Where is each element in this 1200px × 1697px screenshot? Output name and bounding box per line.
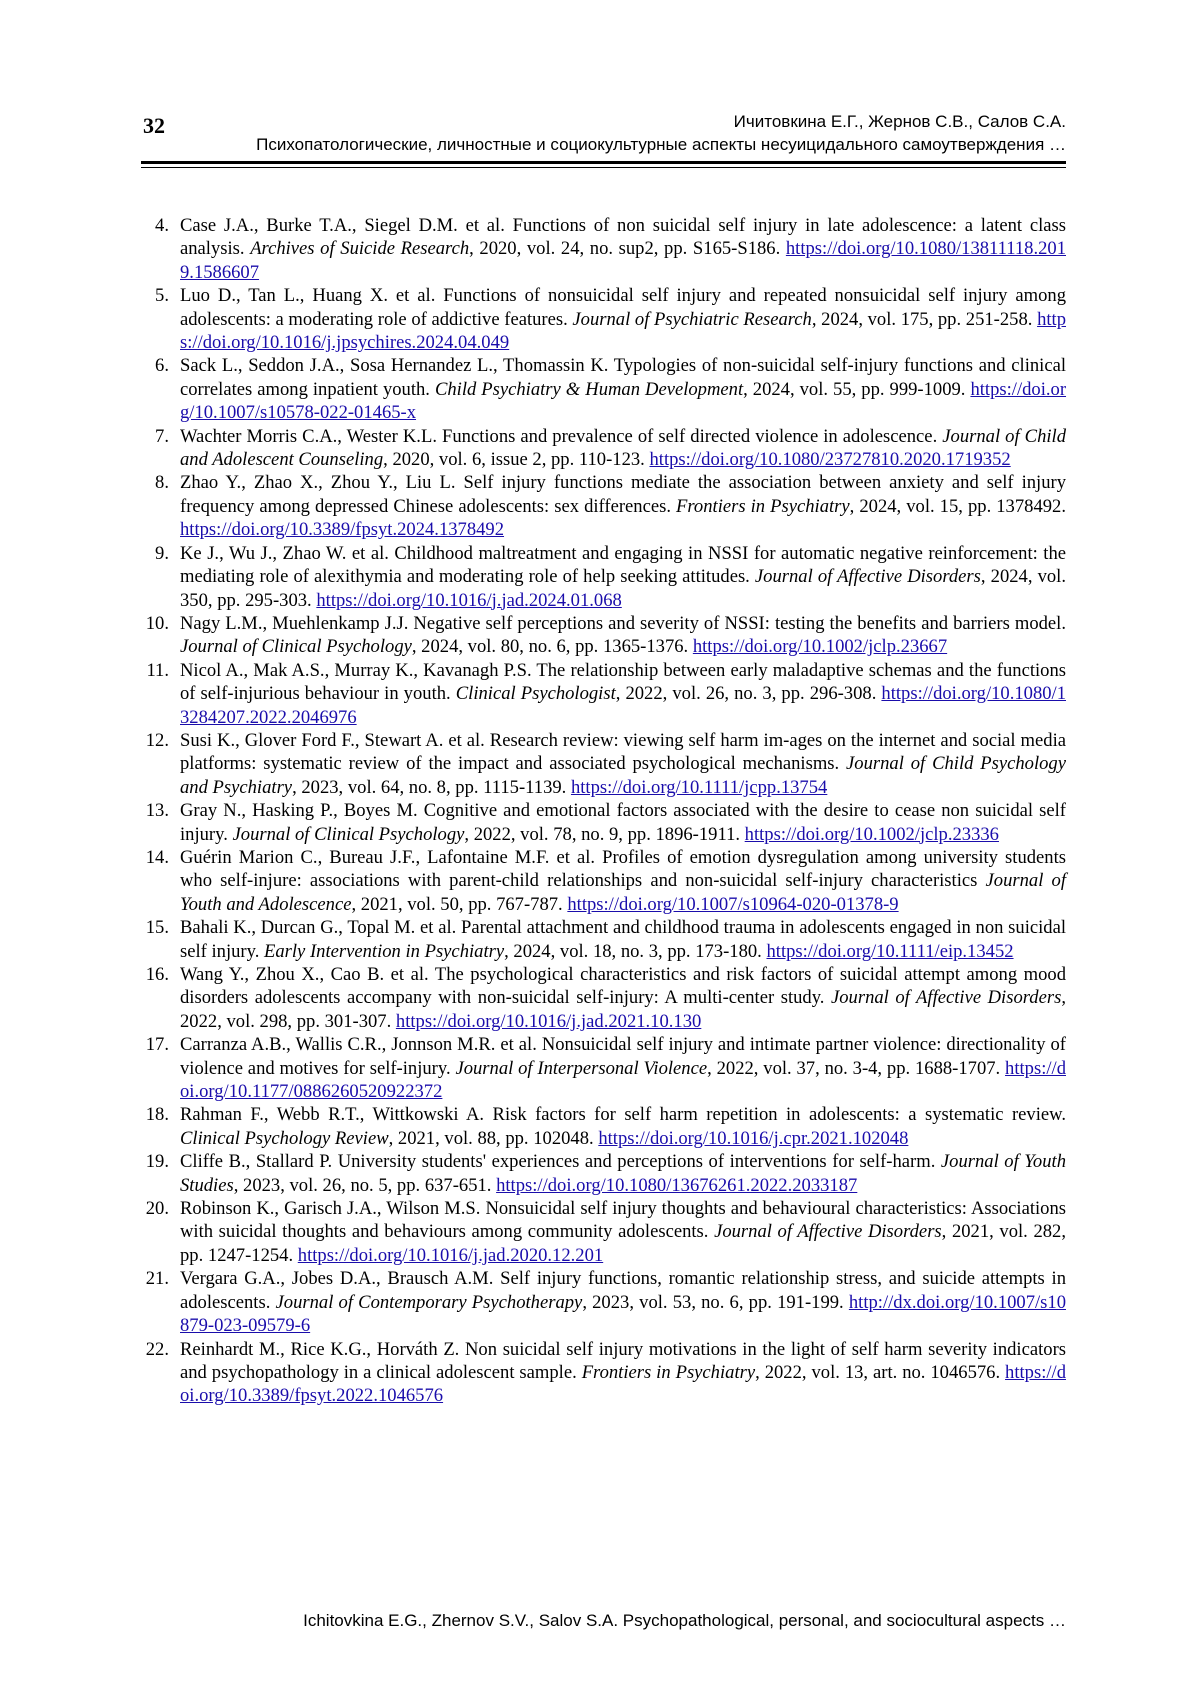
reference-details: , 2022, vol. 37, no. 3-4, pp. 1688-1707. bbox=[707, 1057, 1006, 1079]
reference-text bbox=[180, 542, 1066, 612]
reference-details: , 2024, vol. 18, no. 3, pp. 173-180. bbox=[504, 940, 767, 962]
reference-details: , 2024, vol. 15, pp. 1378492. bbox=[849, 495, 1066, 517]
reference-authors-title: Guérin Marion C., Bureau J.F., Lafontaine M.F. et al. Profiles of emotion dysregulation among university students who self-injure: associations with parent-child relationships and non-suicidal self-injury characteristics bbox=[180, 846, 1066, 892]
reference-journal: Clinical Psychology Review bbox=[180, 1127, 389, 1149]
reference-number: 7. bbox=[155, 425, 169, 447]
reference-item bbox=[141, 214, 1066, 284]
reference-doi-link[interactable]: https://doi.org/10.3389/fpsyt.2022.1046576 bbox=[180, 1361, 1067, 1407]
reference-text bbox=[180, 284, 1066, 354]
reference-authors-title: Susi K., Glover Ford F., Stewart A. et al. Research review: viewing self harm im-ages on the internet and social media platforms: systematic review of the impact and associated psychological mechanisms. bbox=[180, 729, 1066, 775]
reference-journal: Journal of Affective Disorders bbox=[714, 1221, 942, 1243]
reference-journal: Archives of Suicide Research bbox=[250, 238, 470, 260]
reference-text bbox=[180, 1033, 1066, 1103]
reference-item bbox=[141, 1103, 1066, 1150]
running-footer: Ichitovkina E.G., Zhernov S.V., Salov S.A. Psychopathological, personal, and sociocultural aspects … bbox=[303, 1611, 1066, 1630]
reference-journal: Child Psychiatry & Human Development bbox=[434, 378, 744, 400]
reference-doi-link[interactable]: https://doi.org/10.1002/jclp.23336 bbox=[744, 823, 999, 845]
reference-doi-link[interactable]: https://doi.org/10.1016/j.jad.2024.01.068 bbox=[316, 589, 622, 611]
page-number: 32 bbox=[143, 113, 165, 138]
reference-text bbox=[180, 729, 1066, 799]
reference-journal: Journal of Contemporary Psychotherapy bbox=[275, 1291, 583, 1313]
reference-number: 8. bbox=[155, 472, 169, 494]
reference-doi-link[interactable]: https://doi.org/10.1016/j.jpsychires.2024.04.049 bbox=[180, 308, 1066, 354]
reference-text bbox=[180, 354, 1066, 424]
reference-details: , 2024, vol. 350, pp. 295-303. bbox=[180, 566, 1066, 611]
reference-number: 22. bbox=[145, 1338, 169, 1360]
reference-journal: Journal of Youth and Adolescence bbox=[180, 870, 1066, 915]
reference-item bbox=[141, 1267, 1066, 1337]
reference-doi-link[interactable]: https://doi.org/10.1007/s10964-020-01378-9 bbox=[567, 893, 899, 915]
reference-item bbox=[141, 1033, 1066, 1103]
reference-authors-title: Luo D., Tan L., Huang X. et al. Functions of nonsuicidal self injury and repeated nonsuicidal self injury among adolescents: a moderating role of addictive features. bbox=[180, 285, 1066, 330]
reference-number: 21. bbox=[145, 1268, 169, 1290]
reference-details: , 2022, vol. 78, no. 9, pp. 1896-1911. bbox=[464, 823, 745, 845]
reference-authors-title: Ke J., Wu J., Zhao W. et al. Childhood maltreatment and engaging in NSSI for automatic negative reinforcement: the mediating role of alexithymia and moderating role of help seeking attitudes. bbox=[180, 542, 1066, 588]
reference-item bbox=[141, 1150, 1066, 1197]
reference-doi-link[interactable]: https://doi.org/10.1177/0886260520922372 bbox=[180, 1057, 1066, 1103]
reference-text bbox=[180, 612, 1066, 659]
reference-number: 5. bbox=[155, 285, 169, 307]
reference-text bbox=[180, 471, 1066, 541]
reference-item bbox=[141, 846, 1066, 916]
reference-journal: Frontiers in Psychiatry bbox=[676, 495, 850, 517]
reference-authors-title: Rahman F., Webb R.T., Wittkowski A. Risk factors for self harm repetition in adolescents: a systematic review. bbox=[180, 1104, 1066, 1126]
reference-text bbox=[180, 799, 1066, 846]
reference-journal: Journal of Clinical Psychology bbox=[180, 636, 412, 658]
reference-authors-title: Wang Y., Zhou X., Cao B. et al. The psychological characteristics and risk factors of suicidal attempt among mood disorders adolescents accompany with non-suicidal self-injury: A multi-center study. bbox=[180, 964, 1066, 1009]
reference-journal: Journal of Affective Disorders bbox=[754, 566, 981, 588]
running-header-title: Психопатологические, личностные и социокультурные аспекты несуицидального самоутверждения … bbox=[256, 135, 1066, 154]
reference-text bbox=[180, 916, 1066, 963]
reference-number: 11. bbox=[146, 659, 169, 681]
reference-authors-title: Sack L., Seddon J.A., Sosa Hernandez L., Thomassin K. Typologies of non-suicidal self-injury functions and clinical correlates among inpatient youth. bbox=[180, 355, 1066, 400]
reference-authors-title: Cliffe B., Stallard P. University students' experiences and perceptions of interventions for self-harm. bbox=[180, 1151, 941, 1173]
running-header-authors: Ичитовкина Е.Г., Жернов С.В., Салов С.А. bbox=[733, 112, 1066, 131]
reference-doi-link[interactable]: https://doi.org/10.1080/23727810.2020.1719352 bbox=[649, 449, 1011, 471]
reference-number: 18. bbox=[145, 1104, 169, 1126]
reference-number: 10. bbox=[145, 612, 169, 634]
reference-number: 12. bbox=[145, 729, 169, 751]
reference-item bbox=[141, 425, 1066, 472]
reference-item bbox=[141, 542, 1066, 612]
reference-authors-title: Nicol A., Mak A.S., Murray K., Kavanagh P.S. The relationship between early maladaptive schemas and the functions of self-injurious behaviour in youth. bbox=[180, 659, 1066, 705]
reference-item bbox=[141, 284, 1066, 354]
reference-details: , 2024, vol. 80, no. 6, pp. 1365-1376. bbox=[411, 636, 693, 658]
reference-details: , 2020, vol. 6, issue 2, pp. 110-123. bbox=[383, 449, 650, 471]
reference-doi-link[interactable]: https://doi.org/10.1016/j.jad.2021.10.130 bbox=[395, 1010, 702, 1032]
reference-number: 19. bbox=[145, 1151, 169, 1173]
reference-item bbox=[141, 471, 1066, 541]
reference-journal: Early Intervention in Psychiatry bbox=[264, 940, 505, 962]
reference-item bbox=[141, 659, 1066, 729]
reference-details: , 2024, vol. 175, pp. 251-258. bbox=[811, 308, 1038, 330]
reference-doi-link[interactable]: https://doi.org/10.1080/13676261.2022.2033187 bbox=[496, 1174, 858, 1196]
reference-item bbox=[141, 1338, 1066, 1408]
reference-number: 17. bbox=[145, 1034, 169, 1056]
reference-text bbox=[180, 1267, 1066, 1337]
reference-doi-link[interactable]: https://doi.org/10.1002/jclp.23667 bbox=[692, 636, 948, 658]
reference-number: 4. bbox=[155, 215, 169, 236]
reference-doi-link[interactable]: https://doi.org/10.1111/jcpp.13754 bbox=[570, 776, 828, 798]
reference-details: , 2023, vol. 53, no. 6, pp. 191-199. bbox=[582, 1291, 849, 1313]
reference-journal: Journal of Clinical Psychology bbox=[232, 823, 465, 845]
reference-details: , 2023, vol. 64, no. 8, pp. 1115-1139. bbox=[292, 776, 571, 798]
reference-journal: Journal of Affective Disorders bbox=[831, 987, 1062, 1009]
reference-number: 15. bbox=[145, 917, 169, 939]
reference-item bbox=[141, 799, 1066, 846]
reference-authors-title: Nagy L.M., Muehlenkamp J.J. Negative self perceptions and severity of NSSI: testing the benefits and barriers model. bbox=[180, 612, 1066, 634]
reference-doi-link[interactable]: https://doi.org/10.1016/j.cpr.2021.102048 bbox=[598, 1127, 909, 1149]
reference-details: , 2022, vol. 26, no. 3, pp. 296-308. bbox=[615, 683, 882, 705]
reference-doi-link[interactable]: https://doi.org/10.1080/13811118.2019.1586607 bbox=[180, 238, 1066, 283]
reference-authors-title: Zhao Y., Zhao X., Zhou Y., Liu L. Self injury functions mediate the association between anxiety and self injury frequency among depressed Chinese adolescents: sex differences. bbox=[180, 472, 1066, 517]
reference-text bbox=[180, 1150, 1066, 1197]
reference-authors-title: Wachter Morris C.A., Wester K.L. Functions and prevalence of self directed violence in adolescence. bbox=[180, 425, 943, 447]
reference-authors-title: Gray N., Hasking P., Boyes M. Cognitive and emotional factors associated with the desire to cease non suicidal self injury. bbox=[180, 800, 1066, 845]
reference-details: , 2022, vol. 298, pp. 301-307. bbox=[180, 987, 1066, 1032]
reference-item bbox=[141, 963, 1066, 1033]
reference-number: 16. bbox=[145, 964, 169, 985]
reference-item bbox=[141, 354, 1066, 424]
reference-number: 6. bbox=[155, 355, 169, 377]
reference-details: , 2024, vol. 55, pp. 999-1009. bbox=[743, 378, 971, 400]
reference-authors-title: Vergara G.A., Jobes D.A., Brausch A.M. Self injury functions, romantic relationship stress, and suicide attempts in adolescents. bbox=[180, 1268, 1066, 1313]
reference-text bbox=[180, 963, 1066, 1033]
reference-text bbox=[180, 1338, 1066, 1408]
reference-details: , 2022, vol. 13, art. no. 1046576. bbox=[755, 1361, 1006, 1383]
reference-text bbox=[180, 846, 1066, 916]
reference-doi-link[interactable]: http://dx.doi.org/10.1007/s10879-023-09579-6 bbox=[180, 1291, 1066, 1337]
reference-authors-title: Carranza A.B., Wallis C.R., Jonnson M.R. et al. Nonsuicidal self injury and intimate partner violence: directionality of violence and motives for self-injury. bbox=[180, 1034, 1066, 1079]
reference-text bbox=[180, 659, 1066, 729]
header-rule-thick bbox=[141, 161, 1066, 164]
reference-doi-link[interactable]: https://doi.org/10.1111/eip.13452 bbox=[766, 940, 1014, 962]
reference-doi-link[interactable]: https://doi.org/10.1080/13284207.2022.2046976 bbox=[180, 683, 1066, 728]
reference-number: 20. bbox=[145, 1198, 169, 1220]
reference-journal: Journal of Child and Adolescent Counseling bbox=[180, 425, 1066, 471]
reference-authors-title: Bahali K., Durcan G., Topal M. et al. Parental attachment and childhood trauma in adolescents engaged in non suicidal self injury. bbox=[180, 917, 1066, 962]
reference-details: , 2021, vol. 282, pp. 1247-1254. bbox=[180, 1221, 1066, 1266]
reference-list bbox=[141, 214, 1066, 1408]
header-rule-thin bbox=[141, 167, 1066, 168]
reference-number: 13. bbox=[145, 800, 169, 822]
reference-text bbox=[180, 1197, 1066, 1267]
reference-journal: Frontiers in Psychiatry bbox=[581, 1361, 756, 1383]
reference-doi-link[interactable]: https://doi.org/10.3389/fpsyt.2024.1378492 bbox=[180, 519, 505, 541]
reference-text bbox=[180, 425, 1066, 472]
reference-number: 14. bbox=[145, 846, 169, 868]
reference-number: 9. bbox=[155, 542, 169, 564]
reference-journal: Journal of Youth Studies bbox=[180, 1151, 1066, 1196]
reference-journal: Journal of Child Psychology and Psychiatry bbox=[180, 753, 1066, 798]
reference-doi-link[interactable]: https://doi.org/10.1007/s10578-022-01465-x bbox=[180, 378, 1067, 424]
reference-journal: Journal of Interpersonal Violence bbox=[455, 1057, 708, 1079]
reference-details: , 2020, vol. 24, no. sup2, pp. S165-S186. bbox=[469, 238, 786, 260]
reference-details: , 2021, vol. 88, pp. 102048. bbox=[388, 1127, 599, 1149]
reference-text bbox=[180, 214, 1066, 284]
reference-details: , 2021, vol. 50, pp. 767-787. bbox=[351, 893, 568, 915]
reference-text bbox=[180, 1103, 1066, 1150]
reference-item bbox=[141, 1197, 1066, 1267]
reference-details: , 2023, vol. 26, no. 5, pp. 637-651. bbox=[233, 1174, 497, 1196]
reference-journal: Journal of Psychiatric Research bbox=[572, 308, 812, 330]
reference-item bbox=[141, 729, 1066, 799]
reference-item bbox=[141, 916, 1066, 963]
reference-authors-title: Robinson K., Garisch J.A., Wilson M.S. Nonsuicidal self injury thoughts and behavioural characteristics: Associations with suicidal thoughts and behaviours among community adolescents. bbox=[180, 1198, 1066, 1243]
reference-authors-title: Case J.A., Burke T.A., Siegel D.M. et al. Functions of non suicidal self injury in late adolescence: a latent class analysis. bbox=[180, 215, 1066, 260]
reference-journal: Clinical Psychologist bbox=[455, 683, 616, 705]
reference-item bbox=[141, 612, 1066, 659]
reference-doi-link[interactable]: https://doi.org/10.1016/j.jad.2020.12.201 bbox=[297, 1244, 604, 1266]
reference-authors-title: Reinhardt M., Rice K.G., Horváth Z. Non suicidal self injury motivations in the light of self harm severity indicators and psychopathology in a clinical adolescent sample. bbox=[180, 1338, 1066, 1383]
